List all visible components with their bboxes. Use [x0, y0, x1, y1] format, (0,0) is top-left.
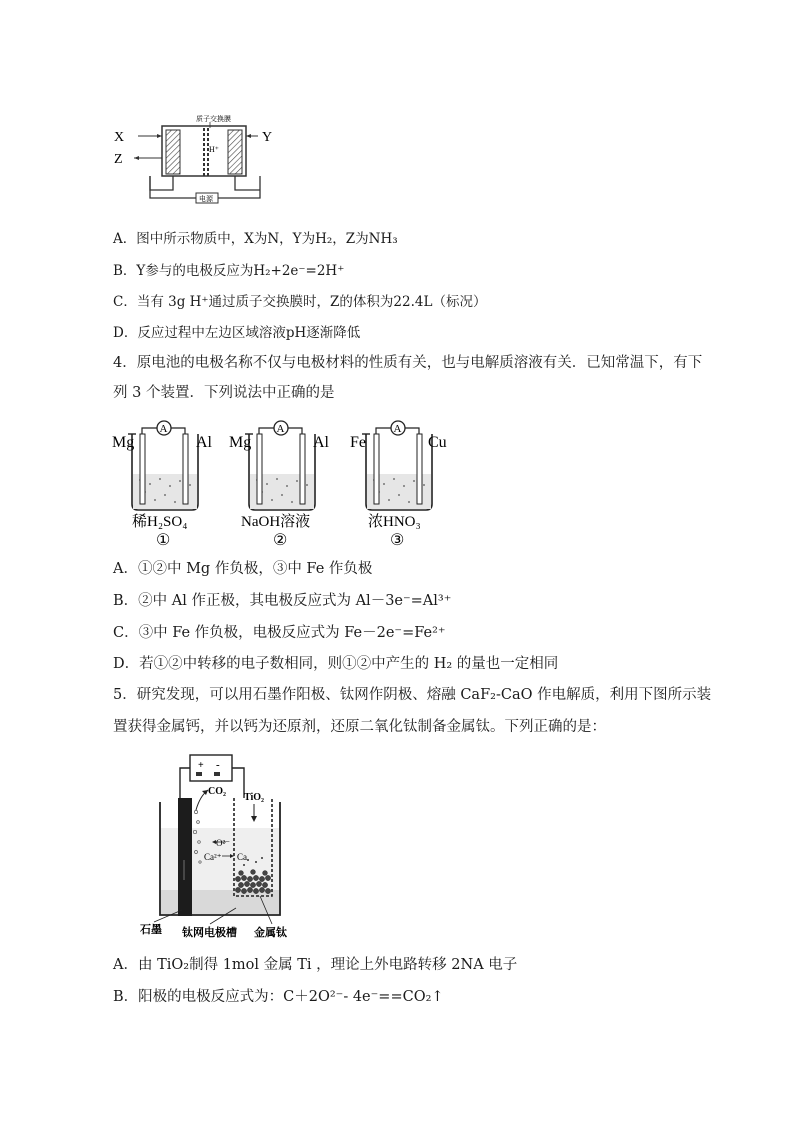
label-co2: CO₂ — [208, 786, 226, 797]
label-tio2: TiO₂ — [244, 792, 265, 803]
graphite-anode — [178, 798, 192, 916]
cell-2-meter: A — [276, 423, 285, 435]
q3-option-a: A．图中所示物质中，X为N，Y为H₂，Z为NH₃ — [113, 231, 398, 247]
label-ca2-ion: Ca²⁺ — [204, 852, 222, 862]
q5-stem-line1: 5．研究发现，可以用石墨作阳极、钛网作阴极、熔融 CaF₂-CaO 作电解质，利用下图所示装 — [113, 687, 712, 703]
cell-3-solution: 浓HNO₃ — [368, 514, 421, 530]
power-plus: + — [198, 760, 204, 771]
q4-option-a: A．①②中 Mg 作负极，③中 Fe 作负极 — [113, 561, 373, 577]
electrolysis-diagram — [140, 750, 310, 940]
label-membrane: 质子交换膜 — [196, 115, 231, 123]
cell-2-right-electrode: Al — [313, 434, 329, 451]
label-o2-ion: O²⁻ — [216, 838, 230, 848]
q3-option-b: B．Y参与的电极反应为H₂+2e⁻=2H⁺ — [113, 263, 345, 279]
left-electrode — [166, 130, 180, 174]
cell-1 — [110, 418, 222, 548]
cell-3-left-electrode: Fe — [350, 434, 366, 451]
power-minus: - — [216, 759, 220, 771]
q4-option-c: C．③中 Fe 作负极，电极反应式为 Fe－2e⁻=Fe²⁺ — [113, 625, 446, 641]
figure-proton-membrane-cell — [110, 112, 280, 212]
cell-1-meter: A — [159, 423, 168, 435]
label-y: Y — [262, 130, 273, 145]
q3-option-c: C．当有 3g H⁺通过质子交换膜时，Z的体积为22.4L（标况） — [113, 294, 487, 310]
cell-3 — [344, 418, 456, 548]
label-metal-ti: 金属钛 — [254, 927, 287, 939]
cell-2-number: ② — [273, 532, 288, 548]
q4-stem-line1: 4．原电池的电极名称不仅与电极材料的性质有关，也与电解质溶液有关．已知常温下，有下 — [113, 355, 703, 371]
cell-1-solution: 稀H₂SO₄ — [132, 514, 188, 530]
q4-stem-line2: 列 3 个装置．下列说法中正确的是 — [113, 385, 335, 401]
cell-1-left-electrode: Mg — [112, 434, 135, 451]
label-z: Z — [114, 152, 123, 167]
cell-2 — [227, 418, 339, 548]
label-ca: Ca — [237, 852, 247, 862]
label-proton: H⁺ — [209, 145, 219, 154]
q5-option-b: B．阳极的电极反应式为：C＋2O²⁻- 4e⁻==CO₂↑ — [113, 989, 444, 1005]
q5-stem-line2: 置获得金属钙，并以钙为还原剂，还原二氧化钛制备金属钛。下列正确的是： — [113, 719, 606, 735]
figure-galvanic-cells — [110, 418, 450, 548]
cell-3-number: ③ — [390, 532, 405, 548]
right-electrode — [228, 130, 242, 174]
cell-1-number: ① — [156, 532, 171, 548]
cell-1-right-electrode: Al — [196, 434, 212, 451]
label-graphite: 石墨 — [140, 924, 162, 936]
figure-electrolysis-cell — [140, 750, 310, 940]
q4-option-d: D．若①②中转移的电子数相同，则①②中产生的 H₂ 的量也一定相同 — [113, 656, 559, 672]
cell-3-meter: A — [393, 423, 402, 435]
q3-option-d: D．反应过程中左边区域溶液pH逐渐降低 — [113, 325, 361, 341]
cell-2-left-electrode: Mg — [229, 434, 252, 451]
proton-cell-diagram — [110, 112, 280, 212]
q5-option-a: A．由 TiO₂制得 1mol 金属 Ti ，理论上外电路转移 2NA 电子 — [113, 957, 518, 973]
cell-2-solution: NaOH溶液 — [241, 514, 311, 530]
label-power: 电源 — [199, 195, 213, 203]
cell-3-right-electrode: Cu — [428, 434, 447, 451]
label-ti-mesh: 钛网电极槽 — [182, 927, 237, 939]
q4-option-b: B．②中 Al 作正极，其电极反应式为 Al－3e⁻=Al³⁺ — [113, 593, 452, 609]
label-x: X — [114, 130, 125, 145]
power-supply — [190, 755, 232, 781]
